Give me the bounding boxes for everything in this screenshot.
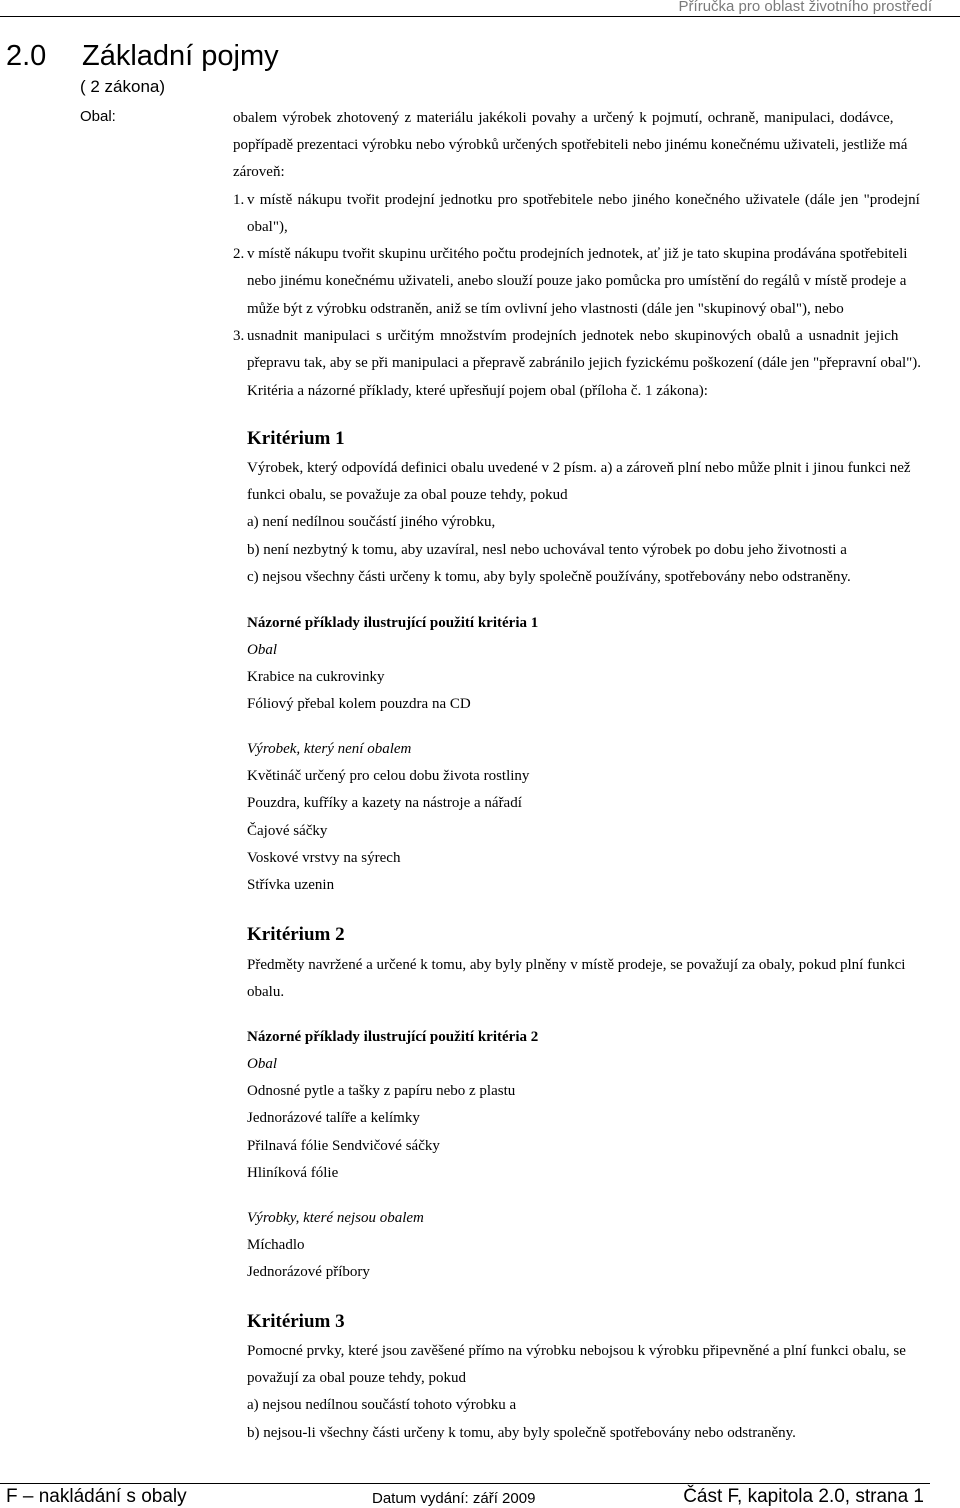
example-item: Květináč určený pro celou dobu života rostliny [247, 768, 530, 784]
example-item: Čajové sáčky [247, 823, 328, 839]
example-item: Hliníková fólie [247, 1165, 339, 1181]
chapter-title: Základní pojmy [82, 40, 279, 72]
list-item-line: obal"), [247, 219, 288, 235]
criterion-text: b) nejsou-li všechny části určeny k tomu, aby byly společně spotřebovány nebo odstraněny. [247, 1425, 796, 1441]
examples-label: Výrobky, které nejsou obalem [247, 1210, 424, 1226]
list-number: 1. [233, 192, 245, 208]
criterion-heading: Kritérium 1 [247, 428, 345, 449]
footer-divider [0, 1483, 930, 1484]
header-divider [0, 16, 960, 17]
footer-section: F – nakládání s obaly [6, 1486, 187, 1507]
list-item-line: přepravu tak, aby se při manipulaci a přepravě zabránilo jejich fyzickému poškození (dále jen "přepravní obal"). [247, 355, 922, 371]
list-item-line: v místě nákupu tvořit skupinu určitého počtu prodejních jednotek, ať již je tato skupina prodávána spotřebiteli [247, 246, 908, 262]
examples-heading: Názorné příklady ilustrující použití kritéria 1 [247, 615, 539, 631]
criteria-intro: Kritéria a názorné příklady, které upřesňují pojem obal (příloha č. 1 zákona): [247, 383, 708, 399]
example-item: Pouzdra, kufříky a kazety na nástroje a nářadí [247, 795, 522, 811]
example-item: Jednorázové talíře a kelímky [247, 1110, 420, 1126]
list-item-line: nebo jinému konečnému uživateli, anebo slouží pouze jako pomůcka pro umístění do regálů v místě prodeje a [247, 273, 907, 289]
criterion-text: a) není nedílnou součástí jiného výrobku, [247, 514, 496, 530]
list-item-line: může být z výrobku odstraněn, aniž se tím ovlivní jeho vlastnosti (dále jen "skupinový obal"), nebo [247, 301, 844, 317]
footer-page-info: Část F, kapitola 2.0, strana 1 [683, 1486, 924, 1507]
examples-heading: Názorné příklady ilustrující použití kritéria 2 [247, 1029, 539, 1045]
criterion-heading: Kritérium 3 [247, 1311, 345, 1332]
example-item: Míchadlo [247, 1237, 305, 1253]
criterion-text: c) nejsou všechny části určeny k tomu, aby byly společně používány, spotřebovány nebo odstraněny. [247, 569, 851, 585]
running-header: Příručka pro oblast životního prostředí [678, 0, 932, 15]
criterion-text: b) není nezbytný k tomu, aby uzavíral, nesl nebo uchovával tento výrobek po dobu jeho životnosti a [247, 542, 847, 558]
list-number: 2. [233, 246, 245, 262]
list-item-line: usnadnit manipulaci s určitým množstvím prodejních jednotek nebo skupinových obalů a usnadnit jejich [247, 328, 899, 344]
criterion-text: funkci obalu, se považuje za obal pouze tehdy, pokud [247, 487, 568, 503]
definition-term: Obal: [80, 108, 116, 125]
criterion-text: obalu. [247, 984, 285, 1000]
criterion-text: Pomocné prvky, které jsou zavěšené přímo na výrobku nebojsou k výrobku připevněné a plní funkci obalu, se [247, 1343, 906, 1359]
criterion-text: Výrobek, který odpovídá definici obalu uvedené v 2 písm. a) a zároveň plní nebo může plnit i jinou funkci než [247, 460, 911, 476]
example-item: Přilnavá fólie Sendvičové sáčky [247, 1138, 440, 1154]
example-item: Jednorázové příbory [247, 1264, 370, 1280]
chapter-number: 2.0 [6, 40, 47, 72]
example-item: Fóliový přebal kolem pouzdra na CD [247, 696, 471, 712]
example-item: Voskové vrstvy na sýrech [247, 850, 401, 866]
examples-label: Výrobek, který není obalem [247, 741, 412, 757]
criterion-text: a) nejsou nedílnou součástí tohoto výrobku a [247, 1397, 517, 1413]
example-item: Střívka uzenin [247, 877, 335, 893]
examples-label: Obal [247, 642, 277, 658]
example-item: Krabice na cukrovinky [247, 669, 385, 685]
chapter-subtitle: ( 2 zákona) [80, 77, 166, 96]
example-item: Odnosné pytle a tašky z papíru nebo z plastu [247, 1083, 516, 1099]
criterion-text: považují za obal pouze tehdy, pokud [247, 1370, 466, 1386]
definition-line: obalem výrobek zhotovený z materiálu jakékoli povahy a určený k pojmutí, ochraně, manipulaci, dodávce, [233, 110, 894, 126]
definition-line: zároveň: [233, 164, 285, 180]
list-item-line: v místě nákupu tvořit prodejní jednotku pro spotřebitele nebo jiného konečného uživatele (dále jen "prodejní [247, 192, 920, 208]
footer-date: Datum vydání: září 2009 [372, 1490, 536, 1507]
list-number: 3. [233, 328, 245, 344]
criterion-heading: Kritérium 2 [247, 924, 345, 945]
examples-label: Obal [247, 1056, 277, 1072]
definition-line: popřípadě prezentaci výrobku nebo výrobků určených spotřebiteli nebo jinému konečnému uživateli, jestliže má [233, 137, 908, 153]
criterion-text: Předměty navržené a určené k tomu, aby byly plněny v místě prodeje, se považují za obaly, pokud plní funkci [247, 957, 906, 973]
